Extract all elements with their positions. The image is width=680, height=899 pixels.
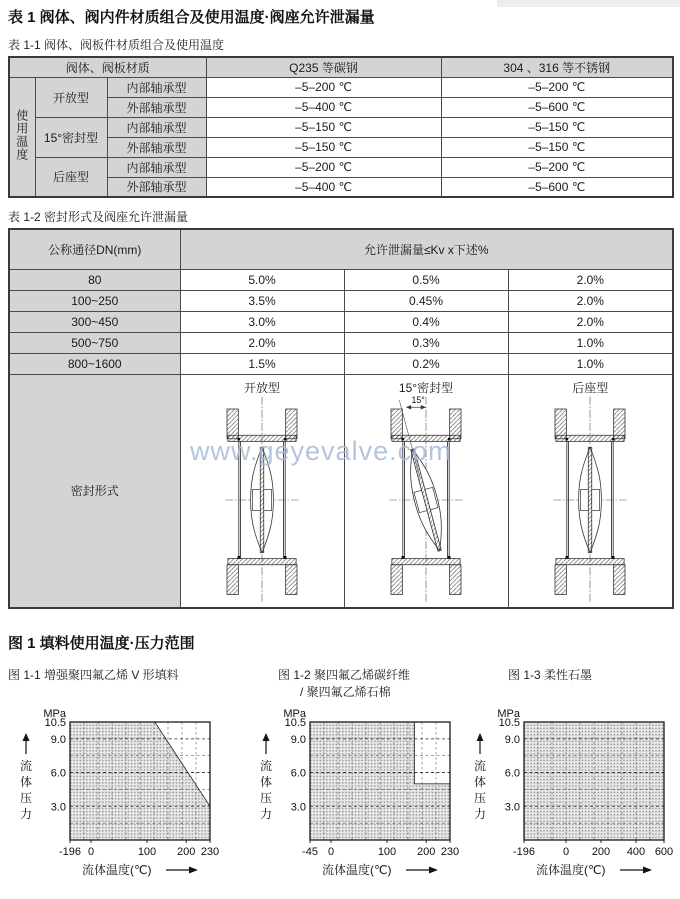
x-tick-label: 600 [654, 846, 674, 858]
x-tick-label: 200 [417, 846, 436, 858]
pressure-temperature-chart [12, 708, 224, 884]
leak-cell: 2.0% [508, 269, 673, 290]
seal-diagram-title: 15°密封型 [398, 380, 454, 395]
valve-cross-section [223, 395, 302, 605]
angle-note-label: 15° [411, 394, 425, 405]
chart2-caption-line2: / 聚四氟乙烯石棉 [300, 685, 391, 699]
y-tick-label: 10.5 [284, 717, 306, 729]
y-tick-label: 9.0 [504, 733, 520, 746]
temp-cell: –5–600 ℃ [441, 97, 673, 117]
leak-cell: 0.2% [344, 353, 508, 374]
y-tick-label: 6.0 [504, 767, 520, 780]
x-tick-label: -196 [58, 846, 82, 858]
x-tick-label: 100 [377, 846, 397, 858]
x-tick-label: 0 [87, 846, 95, 858]
chart-flexible-graphite [466, 708, 678, 889]
bearing-cell: 外部轴承型 [107, 177, 206, 197]
table2-caption: 表 1-2 密封形式及阀座允许泄漏量 [8, 210, 189, 224]
leak-cell: 1.5% [180, 353, 344, 374]
chart1-caption [8, 666, 179, 683]
temp-cell: –5–400 ℃ [206, 97, 441, 117]
leak-cell: 0.5% [344, 269, 508, 290]
x-tick-label: 0 [562, 846, 570, 858]
pressure-temperature-chart [466, 708, 678, 884]
svg-text:压: 压 [259, 791, 273, 805]
table1-caption: 表 1-1 阀体、阀板件材质组合及使用温度 [8, 38, 225, 52]
watermark-text: www.geyevalve.com [190, 436, 452, 466]
y-tick-label: 10.5 [44, 717, 66, 729]
seal-form-label-cell: 密封形式 [9, 374, 180, 608]
temp-cell: –5–150 ℃ [206, 117, 441, 137]
temp-cell: –5–200 ℃ [441, 77, 673, 97]
x-tick-label: -196 [512, 846, 536, 858]
y-axis-label [260, 758, 272, 821]
x-tick-label: 400 [626, 846, 646, 858]
chart1-caption-line1: 图 1-1 增强聚四氟乙烯 V 形填料 [8, 668, 179, 682]
svg-text:体: 体 [473, 775, 487, 789]
seal-diagram-title: 开放型 [243, 380, 280, 395]
x-tick-label: 0 [327, 846, 335, 858]
x-tick-label: 230 [200, 846, 220, 858]
y-tick-label: 9.0 [50, 733, 66, 746]
y-tick-label: 6.0 [290, 767, 306, 780]
seal-type-cell: 15°密封型 [35, 117, 107, 157]
y-axis-label [474, 758, 486, 821]
leakage-header-cell: 允许泄漏量≤Kv x下述% [180, 229, 673, 269]
dn-header-cell: 公称通径DN(mm) [9, 229, 180, 269]
leak-cell: 3.5% [180, 290, 344, 311]
valve-drawing-15deg-seal-type [387, 395, 466, 608]
bearing-cell: 内部轴承型 [107, 157, 206, 177]
temp-cell: –5–200 ℃ [441, 157, 673, 177]
pressure-temperature-chart [252, 708, 464, 884]
chart2-caption [278, 666, 410, 700]
svg-text:压: 压 [473, 791, 487, 805]
y-unit-label: MPa [283, 708, 306, 720]
table1-section-title: 表 1 阀体、阀内件材质组合及使用温度·阀座允许泄漏量 [8, 9, 375, 26]
chart-ptfe-v-packing [12, 708, 224, 889]
col-header-stainless-steel: 304 、316 等不锈钢 [441, 57, 673, 77]
leak-cell: 1.0% [508, 353, 673, 374]
leak-cell: 2.0% [180, 332, 344, 353]
seal-diagram-cell-backseat [508, 374, 673, 608]
x-tick-label: 200 [177, 846, 196, 858]
x-axis-label: 流体温度(℃) [536, 863, 606, 877]
valve-cross-section [551, 395, 630, 605]
dn-cell: 100~250 [9, 290, 180, 311]
leak-cell: 3.0% [180, 311, 344, 332]
x-tick-label: -45 [302, 846, 318, 858]
dn-cell: 500~750 [9, 332, 180, 353]
leak-cell: 2.0% [508, 311, 673, 332]
temp-cell: –5–200 ℃ [206, 77, 441, 97]
table-material-temperature [8, 56, 674, 198]
bearing-cell: 外部轴承型 [107, 137, 206, 157]
x-tick-label: 100 [137, 846, 157, 858]
col-header-carbon-steel: Q235 等碳钢 [206, 57, 441, 77]
bearing-cell: 内部轴承型 [107, 77, 206, 97]
chart-ptfe-carbon-fiber [252, 708, 464, 889]
temp-cell: –5–150 ℃ [441, 137, 673, 157]
bearing-cell: 外部轴承型 [107, 97, 206, 117]
x-axis-label: 流体温度(℃) [82, 863, 152, 877]
temp-cell: –5–200 ℃ [206, 157, 441, 177]
side-label-cell [9, 77, 35, 197]
leak-cell: 1.0% [508, 332, 673, 353]
y-tick-label: 3.0 [504, 801, 520, 814]
dn-cell: 800~1600 [9, 353, 180, 374]
svg-text:体: 体 [259, 775, 273, 789]
leak-cell: 2.0% [508, 290, 673, 311]
x-axis-label: 流体温度(℃) [322, 863, 392, 877]
svg-text:体: 体 [19, 775, 33, 789]
chart3-caption [508, 666, 592, 683]
svg-text:力: 力 [473, 807, 487, 821]
corner-header-cell: 阀体、阀板材质 [9, 57, 206, 77]
y-unit-label: MPa [43, 708, 66, 720]
table-seal-leakage [8, 228, 674, 609]
seal-diagram-title: 后座型 [572, 380, 609, 395]
leak-cell: 0.45% [344, 290, 508, 311]
svg-text:力: 力 [19, 807, 33, 821]
y-tick-label: 6.0 [50, 767, 66, 780]
y-tick-label: 10.5 [498, 717, 520, 729]
y-tick-label: 3.0 [290, 801, 306, 814]
leak-cell: 5.0% [180, 269, 344, 290]
figure1-section-title: 图 1 填料使用温度·压力范围 [8, 635, 195, 652]
chart2-caption-line1: 图 1-2 聚四氟乙烯碳纤维 [278, 668, 411, 682]
y-tick-label: 3.0 [50, 801, 66, 814]
leak-cell: 0.4% [344, 311, 508, 332]
seal-type-cell: 开放型 [35, 77, 107, 117]
side-label-text: 使用温度 [14, 109, 29, 162]
page-header-bar [497, 0, 680, 7]
leak-cell: 0.3% [344, 332, 508, 353]
x-tick-label: 230 [440, 846, 460, 858]
y-axis-label [20, 758, 32, 821]
svg-text:压: 压 [19, 791, 33, 805]
dn-cell: 300~450 [9, 311, 180, 332]
temp-cell: –5–400 ℃ [206, 177, 441, 197]
x-tick-label: 200 [591, 846, 611, 858]
y-unit-label: MPa [497, 708, 520, 720]
svg-text:流: 流 [19, 759, 33, 773]
bearing-cell: 内部轴承型 [107, 117, 206, 137]
seal-diagram-cell-open [180, 374, 344, 608]
temp-cell: –5–600 ℃ [441, 177, 673, 197]
seal-diagram-cell-15deg [344, 374, 508, 608]
valve-drawing-backseat-type [551, 395, 630, 608]
seal-type-cell: 后座型 [35, 157, 107, 197]
svg-text:流: 流 [473, 759, 487, 773]
temp-cell: –5–150 ℃ [206, 137, 441, 157]
valve-drawing-open-type [223, 395, 302, 608]
svg-text:力: 力 [259, 807, 273, 821]
chart3-caption-line1: 图 1-3 柔性石墨 [508, 668, 593, 682]
dn-cell: 80 [9, 269, 180, 290]
svg-text:流: 流 [259, 759, 273, 773]
y-tick-label: 9.0 [290, 733, 306, 746]
valve-cross-section [387, 395, 466, 605]
temp-cell: –5–150 ℃ [441, 117, 673, 137]
